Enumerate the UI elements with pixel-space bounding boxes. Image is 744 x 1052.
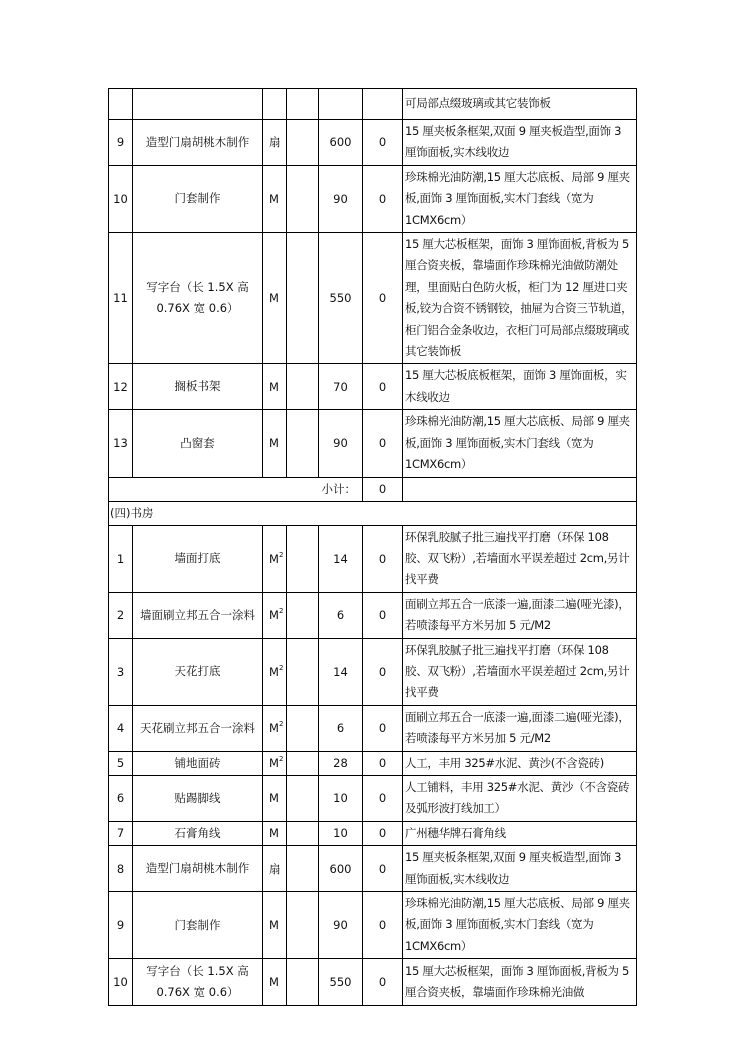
amount: 0 [363, 751, 403, 775]
amount: 0 [363, 233, 403, 364]
description: 珍珠棉光油防潮,15 厘大芯底板、局部 9 厘夹板,面饰 3 厘饰面板,实木门套线（宽为 1CMX6cm） [403, 892, 637, 959]
blank-cell [287, 821, 319, 845]
unit-text: M [269, 791, 279, 806]
unit [263, 89, 287, 120]
row-number: 2 [109, 592, 133, 638]
blank-cell [287, 775, 319, 821]
item-name: 天花打底 [133, 638, 263, 705]
section-title: (四)书房 [109, 501, 637, 525]
unit [263, 638, 287, 705]
table-row [109, 638, 637, 705]
blank-cell [287, 410, 319, 477]
unit-text: M [269, 608, 279, 623]
unit-price: 90 [319, 410, 363, 477]
unit-price: 90 [319, 165, 363, 232]
unit-superscript: 2 [278, 550, 284, 559]
table-row [109, 120, 637, 166]
table-row [109, 525, 637, 592]
unit-superscript: 2 [278, 663, 284, 672]
unit-text: M [269, 756, 279, 771]
unit-text: M [269, 721, 279, 736]
subtotal-section [109, 477, 637, 525]
unit [263, 959, 287, 1006]
unit [263, 165, 287, 232]
unit [263, 592, 287, 638]
unit-text: M [269, 551, 279, 566]
blank-cell [287, 233, 319, 364]
row-number: 11 [109, 233, 133, 364]
amount: 0 [363, 638, 403, 705]
quote-table [108, 88, 637, 1006]
unit-price: 550 [319, 959, 363, 1006]
amount: 0 [363, 410, 403, 477]
table-row [109, 959, 637, 1006]
description: 15 厘夹板条框架,双面 9 厘夹板造型,面饰 3 厘饰面板,实木线收边 [403, 120, 637, 166]
description: 15 厘大芯板框架，面饰 3 厘饰面板,背板为 5 厘合资夹板，靠墙面作珍珠棉光油做 [403, 959, 637, 1006]
row-number: 5 [109, 751, 133, 775]
row-number: 10 [109, 959, 133, 1006]
unit [263, 233, 287, 364]
table-row [109, 165, 637, 232]
row-number: 13 [109, 410, 133, 477]
table-row [109, 592, 637, 638]
subtotal-row [109, 477, 637, 501]
table-row [109, 775, 637, 821]
item-name: 搁板书架 [133, 364, 263, 410]
unit-price: 70 [319, 364, 363, 410]
section-row [109, 501, 637, 525]
unit-text: M [269, 918, 279, 933]
blank-cell [287, 892, 319, 959]
row-number: 8 [109, 846, 133, 892]
unit-price: 550 [319, 233, 363, 364]
amount: 0 [363, 592, 403, 638]
blank-cell [287, 592, 319, 638]
blank-cell [287, 525, 319, 592]
unit [263, 705, 287, 751]
unit-price: 14 [319, 525, 363, 592]
unit-price: 6 [319, 592, 363, 638]
unit-superscript: 2 [278, 755, 284, 764]
unit-price: 6 [319, 705, 363, 751]
item-name: 天花刷立邦五合一涂料 [133, 705, 263, 751]
row-number: 12 [109, 364, 133, 410]
unit-price [319, 89, 363, 120]
amount [363, 89, 403, 120]
unit [263, 892, 287, 959]
item-name: 铺地面砖 [133, 751, 263, 775]
amount: 0 [363, 364, 403, 410]
row-number: 9 [109, 892, 133, 959]
amount: 0 [363, 959, 403, 1006]
description: 15 厘夹板条框架,双面 9 厘夹板造型,面饰 3 厘饰面板,实木线收边 [403, 846, 637, 892]
blank-cell [287, 959, 319, 1006]
blank-cell [287, 89, 319, 120]
unit [263, 525, 287, 592]
description: 环保乳胶腻子批三遍找平打磨（环保 108 胶、双飞粉）,若墙面水平误差超过 2cm,另计找平费 [403, 638, 637, 705]
unit [263, 364, 287, 410]
description: 面刷立邦五合一底漆一遍,面漆二遍(哑光漆)，若喷漆每平方米另加 5 元/M2 [403, 705, 637, 751]
item-name: 凸窗套 [133, 410, 263, 477]
unit-text: M [269, 975, 279, 990]
unit [263, 846, 287, 892]
amount: 0 [363, 821, 403, 845]
item-name: 写字台（长 1.5X 高 0.76X 宽 0.6） [133, 233, 263, 364]
description: 可局部点缀玻璃或其它装饰板 [403, 89, 637, 120]
blank-cell [287, 120, 319, 166]
unit-text: M [269, 291, 279, 306]
description: 人工铺料，丰用 325#水泥、黄沙（不含瓷砖及弧形波打线加工） [403, 775, 637, 821]
item-name: 造型门扇胡桃木制作 [133, 846, 263, 892]
subtotal-value: 0 [363, 477, 403, 501]
unit-text: 扇 [269, 861, 281, 876]
description: 广州穗华牌石膏角线 [403, 821, 637, 845]
item-name: 墙面打底 [133, 525, 263, 592]
blank-cell [287, 846, 319, 892]
top-section [109, 89, 637, 478]
unit-text: M [269, 664, 279, 679]
unit [263, 410, 287, 477]
table-row [109, 364, 637, 410]
table-row [109, 821, 637, 845]
unit [263, 751, 287, 775]
row-number: 7 [109, 821, 133, 845]
amount: 0 [363, 705, 403, 751]
unit-text: M [269, 191, 279, 206]
unit [263, 821, 287, 845]
unit-price: 600 [319, 846, 363, 892]
item-name: 造型门扇胡桃木制作 [133, 120, 263, 166]
row-number [109, 89, 133, 120]
item-name: 石膏角线 [133, 821, 263, 845]
amount: 0 [363, 525, 403, 592]
unit [263, 120, 287, 166]
item-name: 墙面刷立邦五合一涂料 [133, 592, 263, 638]
table-row [109, 846, 637, 892]
table-row [109, 410, 637, 477]
description: 15 厘大芯板框架，面饰 3 厘饰面板,背板为 5 厘合资夹板，靠墙面作珍珠棉光油做防潮处理，里面贴白色防火板，柜门为 12 厘进口夹板,铰为合资不锈钢铰，抽屉为合资三节轨道，柜门铝合金条收边，衣柜门可局部点缀玻璃或其它装饰板 [403, 233, 637, 364]
amount: 0 [363, 120, 403, 166]
unit-price: 14 [319, 638, 363, 705]
description: 人工，丰用 325#水泥、黄沙(不含瓷砖) [403, 751, 637, 775]
unit-price: 600 [319, 120, 363, 166]
table-row [109, 89, 637, 120]
unit-superscript: 2 [278, 720, 284, 729]
description: 珍珠棉光油防潮,15 厘大芯底板、局部 9 厘夹板,面饰 3 厘饰面板,实木门套线（宽为 1CMX6cm） [403, 165, 637, 232]
description: 15 厘大芯板底板框架，面饰 3 厘饰面板，实木线收边 [403, 364, 637, 410]
blank-cell [287, 638, 319, 705]
unit-text: M [269, 436, 279, 451]
subtotal-blank [403, 477, 637, 501]
item-name: 写字台（长 1.5X 高 0.76X 宽 0.6） [133, 959, 263, 1006]
subtotal-label: 小计： [109, 477, 363, 501]
unit-text: M [269, 826, 279, 841]
table-row [109, 705, 637, 751]
blank-cell [287, 705, 319, 751]
unit-price: 28 [319, 751, 363, 775]
blank-cell [287, 751, 319, 775]
amount: 0 [363, 892, 403, 959]
blank-cell [287, 364, 319, 410]
amount: 0 [363, 775, 403, 821]
unit-price: 90 [319, 892, 363, 959]
description: 珍珠棉光油防潮,15 厘大芯底板、局部 9 厘夹板,面饰 3 厘饰面板,实木门套线（宽为 1CMX6cm） [403, 410, 637, 477]
item-name [133, 89, 263, 120]
amount: 0 [363, 165, 403, 232]
blank-cell [287, 165, 319, 232]
row-number: 1 [109, 525, 133, 592]
study-section [109, 525, 637, 1006]
description: 环保乳胶腻子批三遍找平打磨（环保 108 胶、双飞粉）,若墙面水平误差超过 2cm,另计找平费 [403, 525, 637, 592]
item-name: 门套制作 [133, 165, 263, 232]
row-number: 6 [109, 775, 133, 821]
table-row [109, 233, 637, 364]
table-row [109, 892, 637, 959]
unit-text: M [269, 379, 279, 394]
item-name: 门套制作 [133, 892, 263, 959]
unit-price: 10 [319, 821, 363, 845]
description: 面刷立邦五合一底漆一遍,面漆二遍(哑光漆)，若喷漆每平方米另加 5 元/M2 [403, 592, 637, 638]
row-number: 4 [109, 705, 133, 751]
unit [263, 775, 287, 821]
item-name: 贴踢脚线 [133, 775, 263, 821]
unit-superscript: 2 [278, 607, 284, 616]
row-number: 3 [109, 638, 133, 705]
table-row [109, 751, 637, 775]
row-number: 9 [109, 120, 133, 166]
row-number: 10 [109, 165, 133, 232]
unit-text: 扇 [269, 135, 281, 150]
unit-price: 10 [319, 775, 363, 821]
amount: 0 [363, 846, 403, 892]
